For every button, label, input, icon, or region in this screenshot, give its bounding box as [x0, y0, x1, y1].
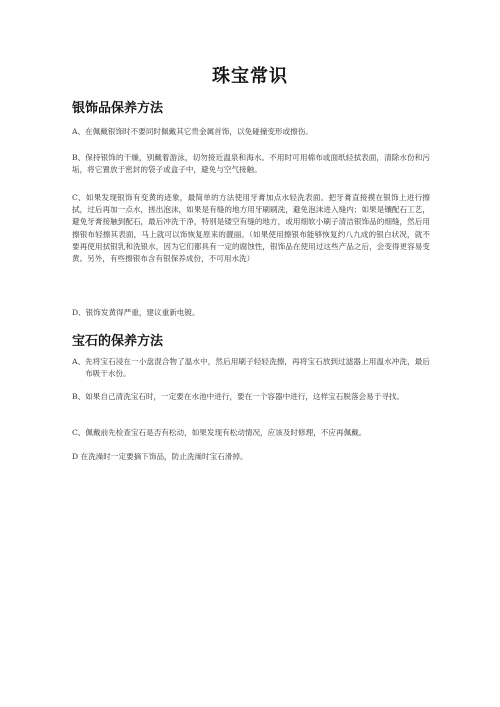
silver-care-item-a: A、在佩戴银饰时不要同时佩戴其它贵金属首饰，以免碰撞变形或擦伤。 — [72, 127, 313, 136]
gem-care-item-c — [72, 427, 430, 439]
section-heading-gem-care: 宝石的保养方法 — [72, 334, 164, 349]
list-text: 先将宝石浸在一小盘混合物了温水中，然后用刷子轻轻洗擦，再将宝石放到过滤器上用温水冲洗，最后布吸干水份。 — [85, 357, 430, 379]
list-marker: A、 — [72, 357, 86, 366]
list-marker: D — [72, 452, 81, 461]
section-heading-silver-care: 银饰品保养方法 — [72, 101, 164, 116]
list-text: 如果自己清洗宝石时，一定要在水池中进行，要在一个容器中进行，这样宝石脱落会易于寻找。 — [85, 392, 405, 401]
silver-care-item-d: D、银饰发黄得严重，建议重新电镀。 — [72, 308, 200, 317]
gem-care-item-d — [72, 451, 430, 463]
list-text: 佩戴前先检查宝石是否有松动，如果发现有松动情况，应该及时修理，不应再佩戴。 — [85, 428, 367, 437]
list-text: 在洗澡时一定要摘下饰品，防止洗澡时宝石滑掉。 — [80, 452, 248, 461]
gem-care-item-a — [72, 356, 430, 380]
gem-care-item-b — [72, 391, 430, 403]
silver-care-item-c: C、如果发现银饰有变黄的迹象，最简单的方法使用牙膏加点水轻洗表面。把牙膏直接摸在银饰上进行擦拭，过后再加一点水，搓出泡沫，如果是有缝的地方用牙刷刷洗，避免泡沫进入缝内；如果是镶配石工艺，避免牙膏接触到配石，最后冲洗干净，特别是镂空有缝的地方，或用细软小刷子清洁银饰品的细缝，然后用擦银布轻擦其表面，马上就可以饰恢复原来的靓丽。（如果使用擦银布能够恢复约八九成的银白状况，就不要再使用拭银乳和洗银水，因为它们都具有一定的腐蚀性，银饰品在使用过这些产品之后，会变得更容易变黄。另外，有些擦银布含有银保养成份，不可用水洗） — [72, 193, 430, 264]
document-title: 珠宝常识 — [212, 66, 288, 87]
list-marker: C、 — [72, 428, 86, 437]
silver-care-item-b: B、保持银饰的干燥，别戴着游泳，切勿接近温泉和海水。不用时可用棉布或面纸轻拭表面，清除水份和污垢，将它置放于密封的袋子或盒子中，避免与空气接触。 — [72, 153, 430, 175]
list-marker: B、 — [72, 392, 86, 401]
